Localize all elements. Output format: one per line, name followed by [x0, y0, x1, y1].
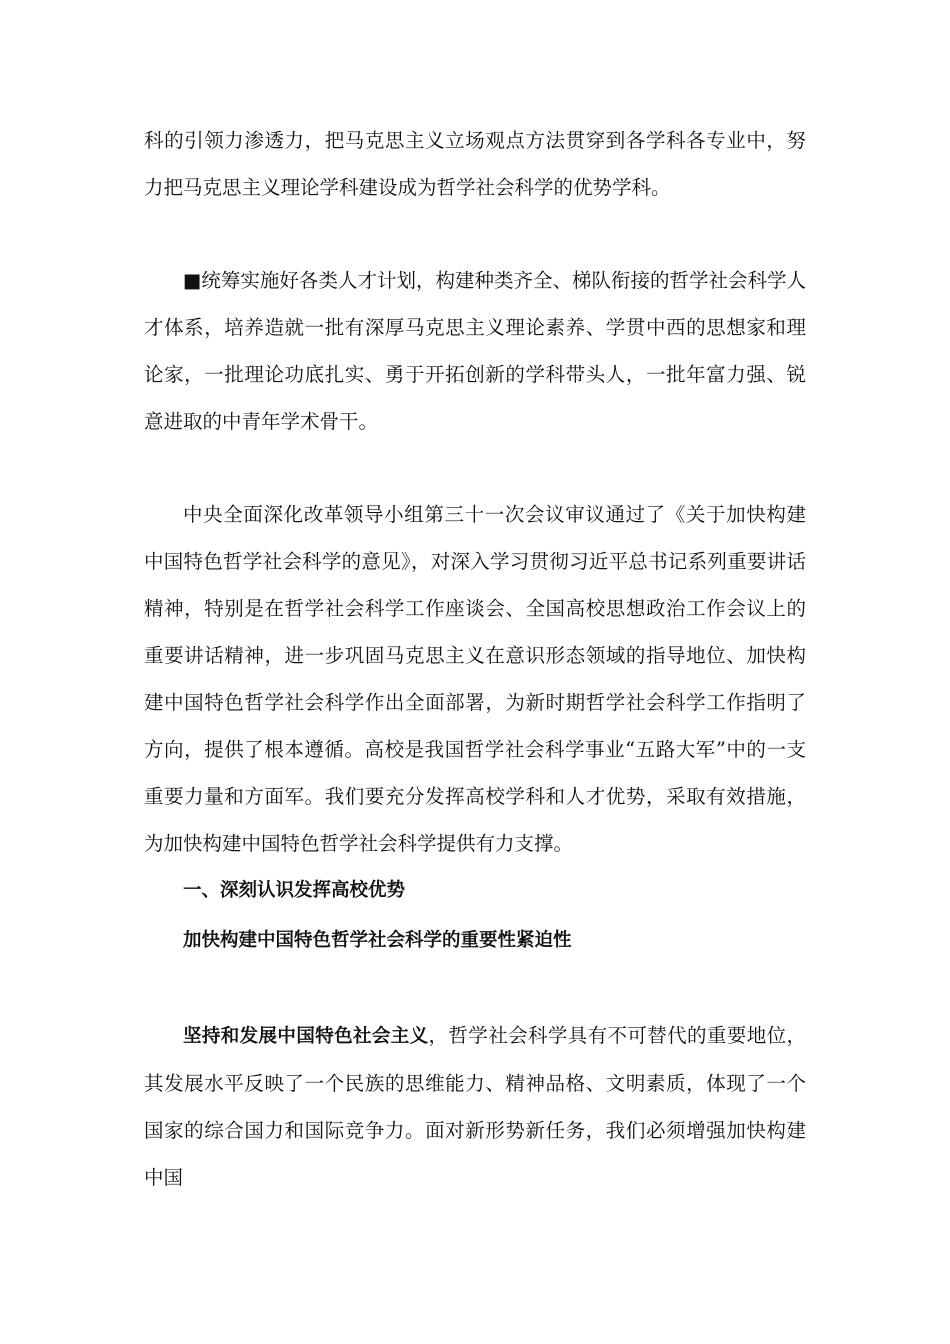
paragraph-socialism [144, 1012, 806, 1201]
paragraph-talent-plan: ■统筹实施好各类人才计划，构建种类齐全、梯队衔接的哲学社会科学人才体系，培养造就一批有深厚马克思主义理论素养、学贯中西的思想家和理论家，一批理论功底扎实、勇于开拓创新的学科带头人，一批年富力强、锐意进取的中青年学术骨干。 [144, 269, 806, 433]
paragraph-continuation: 科的引领力渗透力，把马克思主义立场观点方法贯穿到各学科各专业中，努力把马克思主义理论学科建设成为哲学社会科学的优势学科。 [144, 129, 806, 199]
section-heading: 一、深刻认识发挥高校优势 [183, 880, 406, 901]
paragraph-body-text: ，哲学社会科学具有不可替代的重要地位，其发展水平反映了一个民族的思维能力、精神品格、文明素质，体现了一个国家的综合国力和国际竞争力。面对新形势新任务，我们必须增强加快构建中国 [144, 1024, 806, 1189]
paragraph-bold-lead: 坚持和发展中国特色社会主义 [183, 1026, 429, 1047]
paragraph-central-meeting: 中央全面深化改革领导小组第三十一次会议审议通过了《关于加快构建中国特色哲学社会科学的意见》，对深入学习贯彻习近平总书记系列重要讲话精神，特别是在哲学社会科学工作座谈会、全国高校思想政治工作会议上的重要讲话精神，进一步巩固马克思主义在意识形态领域的指导地位、加快构建中国特色哲学社会科学作出全面部署，为新时期哲学社会科学工作指明了方向，提供了根本遵循。高校是我国哲学社会科学事业“五路大军”中的一支重要力量和方面军。我们要充分发挥高校学科和人才优势，采取有效措施，为加快构建中国特色哲学社会科学提供有力支撑。 [144, 503, 806, 855]
section-subheading: 加快构建中国特色哲学社会科学的重要性紧迫性 [183, 930, 572, 951]
document-body [144, 117, 806, 1201]
